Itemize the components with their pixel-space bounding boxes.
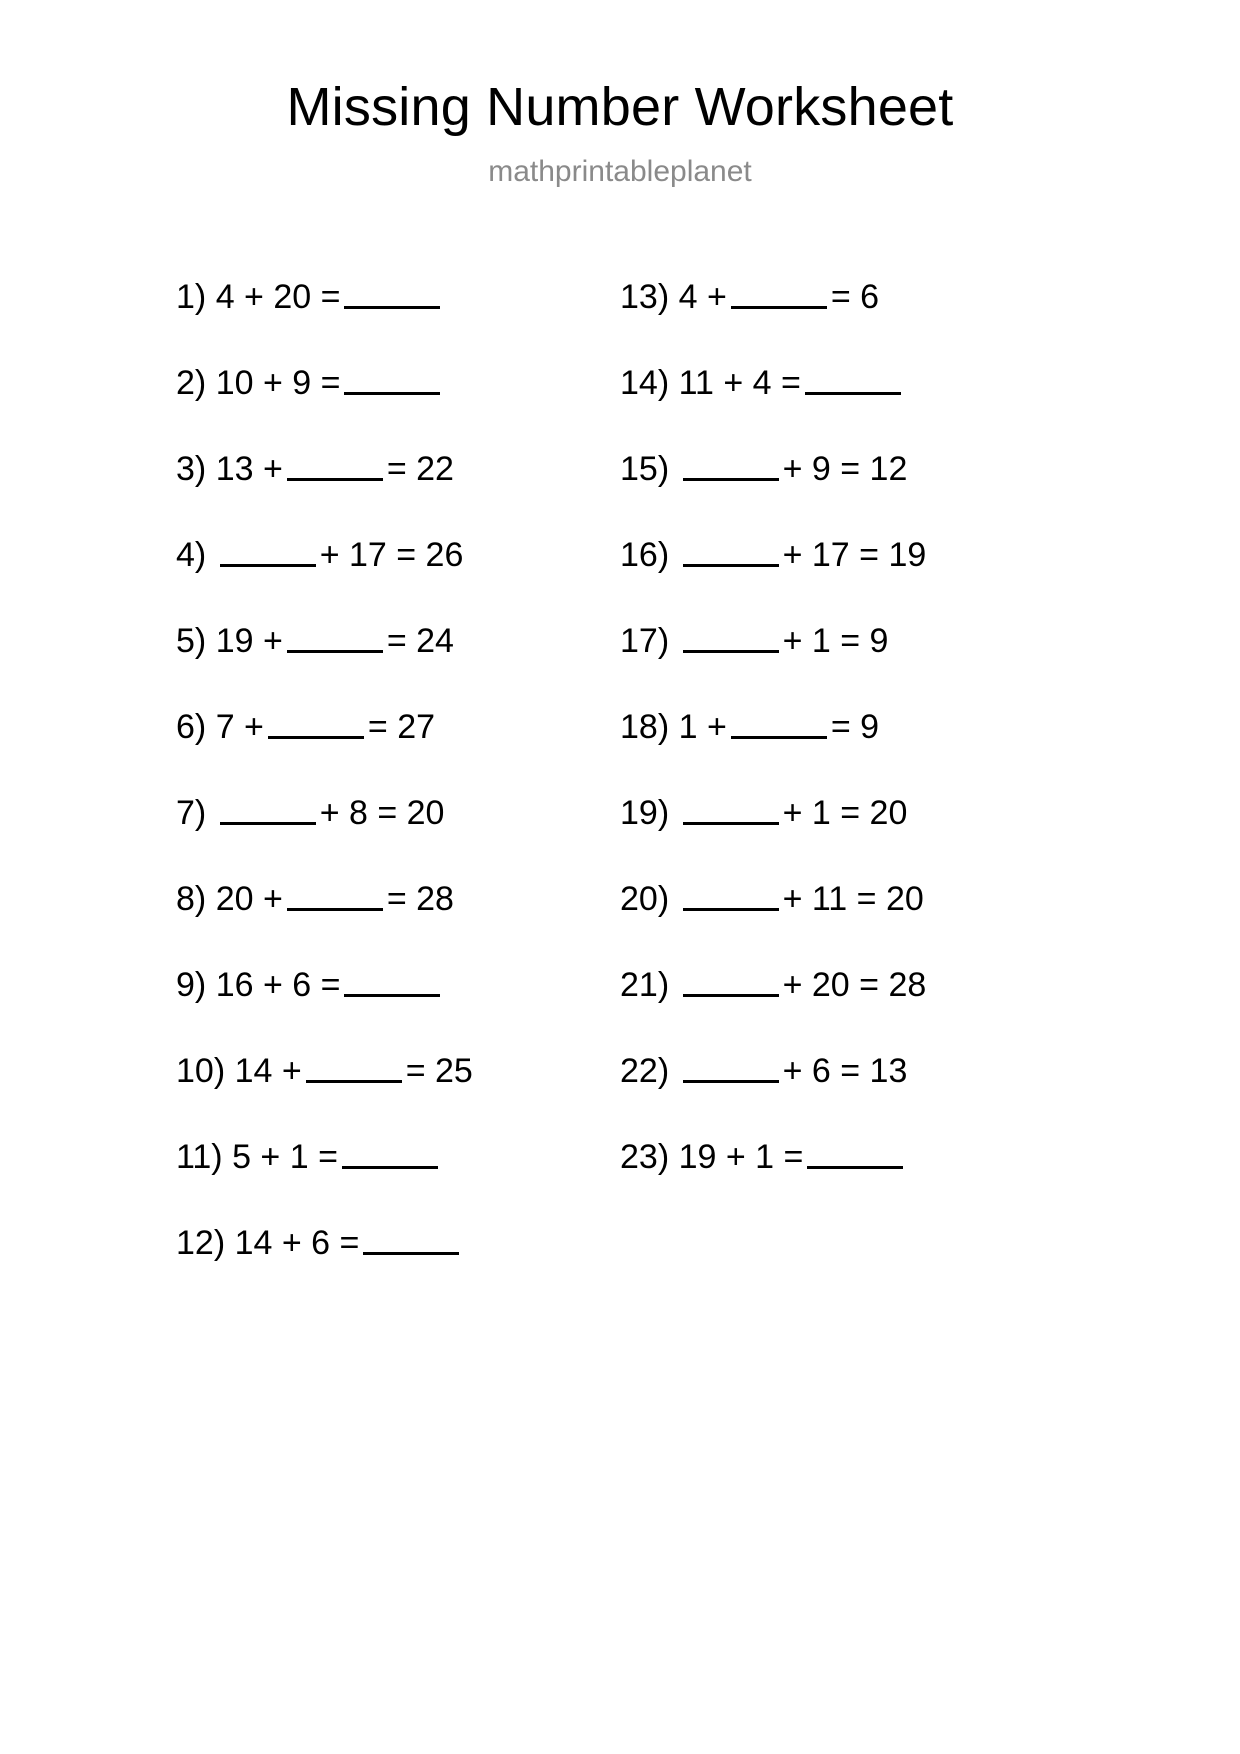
answer-blank[interactable] — [344, 366, 440, 395]
problem-expression-before-blank: 14 + 6 = — [234, 1224, 360, 1263]
problem-item — [176, 280, 620, 366]
problem-number: 2) — [176, 364, 207, 403]
problem-number: 5) — [176, 622, 207, 661]
problem-expression-before-blank: 4 + — [678, 278, 727, 317]
spacer — [206, 624, 215, 658]
problem-expression-after-blank: = 28 — [386, 880, 454, 919]
problem-item — [620, 1140, 1080, 1226]
page-subtitle: mathprintableplanet — [488, 155, 752, 189]
problem-number: 9) — [176, 966, 207, 1005]
problem-number: 18) — [620, 708, 670, 747]
problem-expression-after-blank: + 1 = 20 — [782, 794, 908, 833]
answer-blank[interactable] — [683, 968, 779, 997]
spacer — [225, 1226, 234, 1260]
problem-item — [176, 366, 620, 452]
problem-expression-before-blank: 14 + — [234, 1052, 302, 1091]
problem-expression-after-blank: + 1 = 9 — [782, 622, 889, 661]
problem-expression-after-blank: = 27 — [367, 708, 436, 747]
spacer — [669, 538, 678, 572]
problem-number: 15) — [620, 450, 670, 489]
problem-expression-before-blank: 13 + — [215, 450, 283, 489]
problem-expression-after-blank: + 9 = 12 — [782, 450, 908, 489]
spacer — [669, 280, 678, 314]
problem-number: 7) — [176, 794, 207, 833]
problem-item — [620, 710, 1080, 796]
spacer — [225, 1054, 234, 1088]
problem-number: 23) — [620, 1138, 670, 1177]
answer-blank[interactable] — [805, 366, 901, 395]
problem-item — [620, 280, 1080, 366]
spacer — [223, 1140, 232, 1174]
answer-blank[interactable] — [268, 710, 364, 739]
problem-item — [176, 882, 620, 968]
problem-item — [620, 452, 1080, 538]
problem-expression-before-blank: 19 + 1 = — [678, 1138, 804, 1177]
problem-number: 20) — [620, 880, 670, 919]
problem-item — [620, 538, 1080, 624]
problem-number: 11) — [176, 1138, 223, 1177]
problem-number: 8) — [176, 880, 207, 919]
answer-blank[interactable] — [683, 1054, 779, 1083]
spacer — [206, 968, 215, 1002]
spacer — [206, 280, 215, 314]
spacer — [669, 710, 678, 744]
problem-expression-before-blank: 1 + — [678, 708, 727, 747]
problem-expression-before-blank: 7 + — [215, 708, 264, 747]
problem-number: 4) — [176, 536, 207, 575]
problem-expression-before-blank: 4 + 20 = — [215, 278, 341, 317]
answer-blank[interactable] — [287, 882, 383, 911]
answer-blank[interactable] — [683, 538, 779, 567]
spacer — [669, 968, 678, 1002]
answer-blank[interactable] — [344, 968, 440, 997]
problem-expression-before-blank: 10 + 9 = — [215, 364, 341, 403]
problem-item — [176, 452, 620, 538]
worksheet-header — [0, 0, 1240, 188]
spacer — [206, 710, 215, 744]
problem-expression-after-blank: + 8 = 20 — [319, 794, 445, 833]
problem-list — [0, 280, 1240, 1312]
problem-expression-after-blank: = 24 — [386, 622, 454, 661]
problem-expression-after-blank: = 25 — [405, 1052, 473, 1091]
spacer — [669, 624, 678, 658]
spacer — [669, 1140, 678, 1174]
spacer — [206, 882, 215, 916]
problem-item — [620, 882, 1080, 968]
problem-item — [176, 796, 620, 882]
answer-blank[interactable] — [731, 280, 827, 309]
answer-blank[interactable] — [344, 280, 440, 309]
problem-expression-after-blank: + 17 = 26 — [319, 536, 464, 575]
answer-blank[interactable] — [807, 1140, 903, 1169]
spacer — [206, 452, 215, 486]
problem-expression-after-blank: = 22 — [386, 450, 454, 489]
problem-item — [176, 710, 620, 796]
answer-blank[interactable] — [683, 452, 779, 481]
answer-blank[interactable] — [287, 624, 383, 653]
problem-column-right — [620, 280, 1080, 1226]
answer-blank[interactable] — [287, 452, 383, 481]
problem-expression-before-blank: 5 + 1 = — [232, 1138, 338, 1177]
problem-number: 22) — [620, 1052, 670, 1091]
problem-item — [176, 1054, 620, 1140]
spacer — [206, 796, 215, 830]
problem-number: 1) — [176, 278, 207, 317]
problem-expression-before-blank: 19 + — [215, 622, 283, 661]
problem-item — [620, 366, 1080, 452]
problem-number: 6) — [176, 708, 207, 747]
problem-expression-before-blank: 20 + — [215, 880, 283, 919]
problem-expression-after-blank: + 11 = 20 — [782, 880, 924, 919]
answer-blank[interactable] — [683, 796, 779, 825]
problem-item — [176, 538, 620, 624]
problem-item — [176, 624, 620, 710]
problem-expression-after-blank: = 9 — [830, 708, 880, 747]
problem-number: 14) — [620, 364, 670, 403]
problem-item — [176, 1226, 620, 1312]
problem-column-left — [176, 280, 620, 1312]
problem-number: 21) — [620, 966, 670, 1005]
spacer — [669, 1054, 678, 1088]
problem-item — [620, 796, 1080, 882]
answer-blank[interactable] — [220, 538, 316, 567]
problem-number: 3) — [176, 450, 207, 489]
spacer — [669, 366, 678, 400]
answer-blank[interactable] — [731, 710, 827, 739]
problem-expression-before-blank: 16 + 6 = — [215, 966, 341, 1005]
answer-blank[interactable] — [363, 1226, 459, 1255]
problem-number: 19) — [620, 794, 670, 833]
problem-item — [620, 624, 1080, 710]
spacer — [206, 538, 215, 572]
answer-blank[interactable] — [306, 1054, 402, 1083]
problem-number: 12) — [176, 1224, 226, 1263]
problem-number: 16) — [620, 536, 670, 575]
problem-expression-after-blank: + 20 = 28 — [782, 966, 927, 1005]
problem-item — [620, 1054, 1080, 1140]
spacer — [669, 882, 678, 916]
answer-blank[interactable] — [683, 624, 779, 653]
problem-number: 10) — [176, 1052, 226, 1091]
answer-blank[interactable] — [220, 796, 316, 825]
problem-item — [176, 1140, 620, 1226]
problem-expression-after-blank: + 6 = 13 — [782, 1052, 908, 1091]
spacer — [669, 452, 678, 486]
problem-expression-after-blank: = 6 — [830, 278, 880, 317]
spacer — [206, 366, 215, 400]
spacer — [669, 796, 678, 830]
problem-number: 13) — [620, 278, 670, 317]
answer-blank[interactable] — [683, 882, 779, 911]
page-title: Missing Number Worksheet — [286, 77, 954, 137]
problem-number: 17) — [620, 622, 670, 661]
problem-expression-after-blank: + 17 = 19 — [782, 536, 927, 575]
problem-item — [620, 968, 1080, 1054]
problem-expression-before-blank: 11 + 4 = — [678, 364, 801, 403]
problem-item — [176, 968, 620, 1054]
answer-blank[interactable] — [342, 1140, 438, 1169]
